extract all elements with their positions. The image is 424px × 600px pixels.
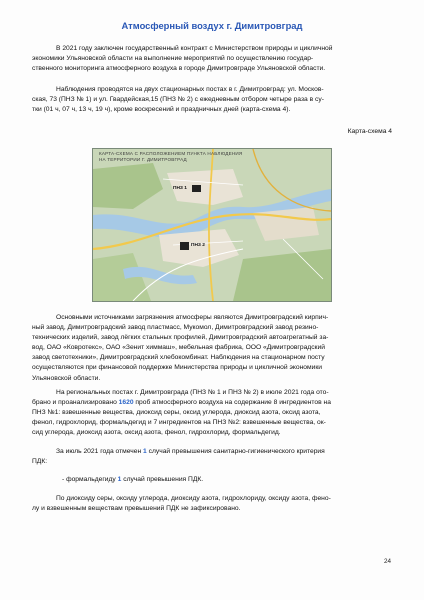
text-fragment: брано и проанализировано (32, 399, 119, 407)
text-line: ПНЗ №1: взвешенные вещества, диоксид серы, оксид углерода, диоксид азота, оксид азота, (32, 409, 321, 417)
text-line: Ульяновской области. (32, 374, 101, 382)
text-line: ПДК: (32, 458, 48, 466)
text-line: осуществляются при финансовой поддержке Министерства природы и цикличной экономики (32, 364, 322, 372)
page-number: 24 (384, 558, 392, 565)
map-figure (92, 148, 332, 302)
map-title (99, 151, 242, 162)
text-line: По диоксиду серы, оксиду углерода, диоксиду азота, гидрохлориду, оксиду азота, фено- (56, 495, 331, 502)
text-fragment: случай превышения ПДК. (121, 476, 204, 483)
map-caption: Карта-схема 4 (347, 128, 392, 135)
paragraph-observations (32, 85, 390, 115)
paragraph-sources (32, 313, 390, 384)
text-fragment: проб атмосферного воздуха на содержание 8 ингредиентов на (133, 399, 331, 407)
map-image (93, 149, 331, 301)
text-line: ская, 73 (ПНЗ № 1) и ул. Гвардейская,15 (ПНЗ № 2) с ежедневным отбором четыре раза в су- (32, 96, 324, 104)
text-line: Наблюдения проводятся на двух стационарных постах в г. Димитровград: ул. Москов- (56, 86, 324, 93)
text-line (32, 447, 390, 457)
text-fragment: случай превышения санитарно-гигиенического критерия (146, 448, 325, 455)
text-fragment: - формальдегиду (62, 476, 118, 483)
map-title-line: НА ТЕРРИТОРИИ Г. ДИМИТРОВГРАД (99, 156, 187, 162)
text-line: Основными источниками загрязнения атмосферы являются Димитровградский кирпич- (56, 314, 329, 321)
text-line: тки (01 ч, 07 ч, 13 ч, 19 ч), кроме воскресений и праздничных дней (карта-схема 4). (32, 106, 291, 114)
page-title: Атмосферный воздух г. Димитровград (121, 20, 303, 31)
post-1-label: ПНЗ 1 (173, 186, 187, 191)
text-line: вод, ОАО «Ковротекс», ОАО «Зенит химмаш», мебельная фабрика, ООО «Димитровградский (32, 344, 325, 352)
paragraph-contract (32, 44, 390, 74)
post-2-label: ПНЗ 2 (191, 243, 205, 248)
text-line: экономики Ульяновской области на выполнение мероприятий по осуществлению государ- (32, 55, 314, 63)
paragraph-no-exceedances (32, 494, 390, 514)
map-title-line: КАРТА-СХЕМА С РАСПОЛОЖЕНИЕМ ПУНКТА НАБЛЮДЕНИЯ (99, 151, 243, 156)
text-line: В 2021 году заключен государственный контракт с Министерством природы и цикличной (56, 45, 333, 52)
exceedance-count: 1 (143, 448, 147, 455)
text-line: сид углерода, диоксид азота, оксид азота, фенол, гидрохлорид, формальдегид. (32, 429, 281, 437)
text-line: ный завод, Димитровградский завод пластмасс, Мукомол, Димитровградский завод резино- (32, 324, 319, 332)
text-line: технических изделий, завод лёгких стальных профилей, Димитровградский автоагрегатный за- (32, 334, 329, 342)
post-1-marker (192, 185, 201, 192)
paragraph-samples (32, 388, 390, 438)
samples-count: 1620 (118, 399, 134, 407)
formaldehyde-count: 1 (117, 476, 122, 483)
bullet-formaldehyde (62, 476, 203, 483)
text-line: ственного мониторинга атмосферного воздуха в городе Димитровграде Ульяновской области. (32, 65, 326, 73)
text-line (32, 398, 390, 408)
text-line: лу и взвешенным веществам превышений ПДК не зафиксировано. (32, 505, 241, 513)
paragraph-exceedances (32, 447, 390, 467)
text-fragment: За июль 2021 года отмечен (56, 448, 144, 455)
text-line: завод светотехники», Димитровградский хлебокомбинат. Наблюдения на стационарном посту (32, 354, 325, 362)
text-line: На региональных постах г. Димитровграда (ПНЗ № 1 и ПНЗ № 2) в июле 2021 года ото- (56, 389, 329, 396)
text-line: фенол, гидрохлорид, формальдегид и 7 ингредиентов на ПНЗ №2: взвешенные вещества, ок- (32, 419, 326, 427)
post-2-marker (180, 242, 189, 250)
